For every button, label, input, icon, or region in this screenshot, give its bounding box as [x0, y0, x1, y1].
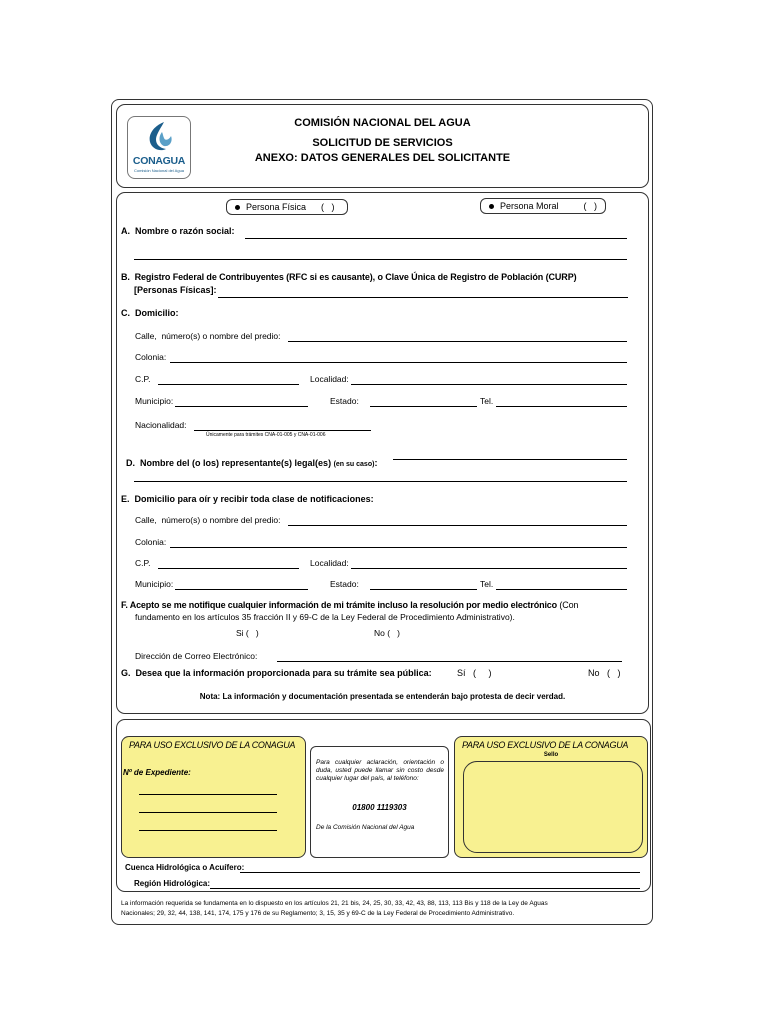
region-label: Región Hidrológica:	[134, 879, 210, 888]
sello-label: Sello	[543, 752, 559, 758]
section-d-note: (en su caso)	[333, 461, 375, 468]
nacionalidad-field[interactable]	[194, 430, 371, 431]
logo-subtext: Comisión Nacional del Agua	[133, 168, 185, 173]
cp-label-2: C.P.	[135, 558, 151, 568]
tel-field-2[interactable]	[496, 589, 627, 590]
section-d-label	[121, 448, 377, 468]
info-footer: De la Comisión Nacional del Agua	[316, 824, 415, 831]
info-box	[310, 746, 449, 858]
notify-no-option[interactable]: No ( )	[374, 628, 400, 638]
email-field[interactable]	[277, 661, 622, 662]
colonia-field[interactable]	[170, 362, 627, 363]
info-text: Para cualquier aclaración, orientación o duda, usted puede llamar sin costo desde cualquier lugar del país, al teléfono:	[316, 759, 444, 782]
nacionalidad-note: Únicamente para trámites CNA-01-005 y CNA-01-006	[206, 432, 326, 438]
municipio-field-2[interactable]	[175, 589, 308, 590]
persona-moral-label: Persona Moral ( )	[500, 201, 598, 211]
expediente-field-3[interactable]	[139, 830, 277, 831]
legal-footer-line2: Nacionales; 29, 32, 44, 138, 141, 174, 175 y 176 de su Reglamento; 3, 15, 35 y 69-C de la Ley Federal de Procedimiento Administrativo.	[121, 910, 515, 917]
section-g-label: G. Desea que la información proporcionada para su trámite sea pública:	[121, 668, 432, 678]
org-name: COMISIÓN NACIONAL DEL AGUA	[294, 117, 471, 129]
calle-label: Calle, número(s) o nombre del predio:	[135, 331, 281, 341]
bullet-icon	[489, 204, 494, 209]
cuenca-label: Cuenca Hidrológica o Acuífero:	[125, 863, 245, 872]
conagua-sello-box	[454, 736, 648, 858]
calle-field[interactable]	[288, 341, 627, 342]
section-b-label: B. Registro Federal de Contribuyentes (RFC si es causante), o Clave Única de Registro de Población (CURP)	[121, 272, 577, 282]
localidad-field[interactable]	[351, 384, 627, 385]
conagua-expediente-box	[121, 736, 306, 858]
section-f-label	[121, 600, 631, 610]
localidad-label: Localidad:	[310, 374, 349, 384]
estado-field-2[interactable]	[370, 589, 477, 590]
colonia-label-2: Colonia:	[135, 537, 167, 547]
conagua-use-title-right: PARA USO EXCLUSIVO DE LA CONAGUA	[462, 740, 629, 750]
persona-fisica-option[interactable]	[226, 199, 348, 215]
info-phone: 01800 1119303	[352, 803, 407, 812]
cp-label: C.P.	[135, 374, 151, 384]
calle-field-2[interactable]	[288, 525, 627, 526]
estado-field[interactable]	[370, 406, 477, 407]
cuenca-field[interactable]	[240, 872, 640, 873]
localidad-field-2[interactable]	[351, 568, 627, 569]
persona-moral-option[interactable]	[480, 198, 606, 214]
cp-field[interactable]	[158, 384, 299, 385]
representante-field[interactable]	[393, 459, 627, 460]
persona-fisica-label: Persona Física ( )	[246, 202, 335, 212]
section-b-label-2: [Personas Físicas]:	[134, 285, 217, 295]
nombre-field[interactable]	[245, 238, 627, 239]
section-a-label: A. Nombre o razón social:	[121, 226, 235, 236]
section-d-text: D. Nombre del (o los) representante(s) legal(es)	[126, 458, 332, 468]
estado-label-2: Estado:	[330, 579, 359, 589]
bullet-icon	[235, 205, 240, 210]
municipio-label-2: Municipio:	[135, 579, 174, 589]
section-c-label: C. Domicilio:	[121, 308, 179, 318]
colonia-label: Colonia:	[135, 352, 167, 362]
form-title: SOLICITUD DE SERVICIOS	[312, 137, 453, 149]
calle-label-2: Calle, número(s) o nombre del predio:	[135, 515, 281, 525]
form-subtitle: ANEXO: DATOS GENERALES DEL SOLICITANTE	[254, 152, 511, 164]
nacionalidad-label: Nacionalidad:	[135, 420, 187, 430]
public-no-option[interactable]: No ( )	[588, 668, 621, 678]
sello-area	[463, 761, 643, 853]
tel-label: Tel.	[480, 396, 494, 406]
estado-label: Estado:	[330, 396, 359, 406]
colonia-field-2[interactable]	[170, 547, 627, 548]
section-d-colon: :	[374, 458, 378, 468]
expediente-field-2[interactable]	[139, 812, 277, 813]
representante-field-2[interactable]	[134, 481, 627, 482]
region-field[interactable]	[210, 888, 640, 889]
municipio-label: Municipio:	[135, 396, 174, 406]
expediente-field-1[interactable]	[139, 794, 277, 795]
section-f-text: F. Acepto se me notifique cualquier información de mi trámite incluso la resolución por medio electrónico	[121, 600, 558, 610]
nota-text: Nota: La información y documentación presentada se entenderán bajo protesta de decir verdad.	[199, 692, 566, 701]
nombre-field-2[interactable]	[134, 259, 627, 260]
section-e-label: E. Domicilio para oír y recibir toda clase de notificaciones:	[121, 494, 374, 504]
notify-si-option[interactable]: Si ( )	[236, 628, 259, 638]
section-f-rest: (Con	[559, 600, 579, 610]
logo-text: CONAGUA	[132, 155, 186, 167]
email-label: Dirección de Correo Electrónico:	[135, 651, 258, 661]
legal-footer-line1: La información requerida se fundamenta en lo dispuesto en los artículos 21, 21 bis, 24, 25, 30, 33, 42, 43, 88, 113, 113 Bis y 118 de la Ley de Aguas	[121, 900, 548, 907]
tel-field[interactable]	[496, 406, 627, 407]
localidad-label-2: Localidad:	[310, 558, 349, 568]
section-f-line2: fundamento en los artículos 35 fracción II y 69-C de la Ley Federal de Procedimiento Administrativo).	[135, 612, 515, 622]
tel-label-2: Tel.	[480, 579, 494, 589]
cp-field-2[interactable]	[158, 568, 299, 569]
municipio-field[interactable]	[175, 406, 308, 407]
rfc-curp-field[interactable]	[218, 297, 628, 298]
public-si-option[interactable]: Sí ( )	[457, 668, 492, 678]
conagua-use-title-left: PARA USO EXCLUSIVO DE LA CONAGUA	[129, 740, 296, 750]
expediente-label: Nº de Expediente:	[123, 768, 191, 777]
